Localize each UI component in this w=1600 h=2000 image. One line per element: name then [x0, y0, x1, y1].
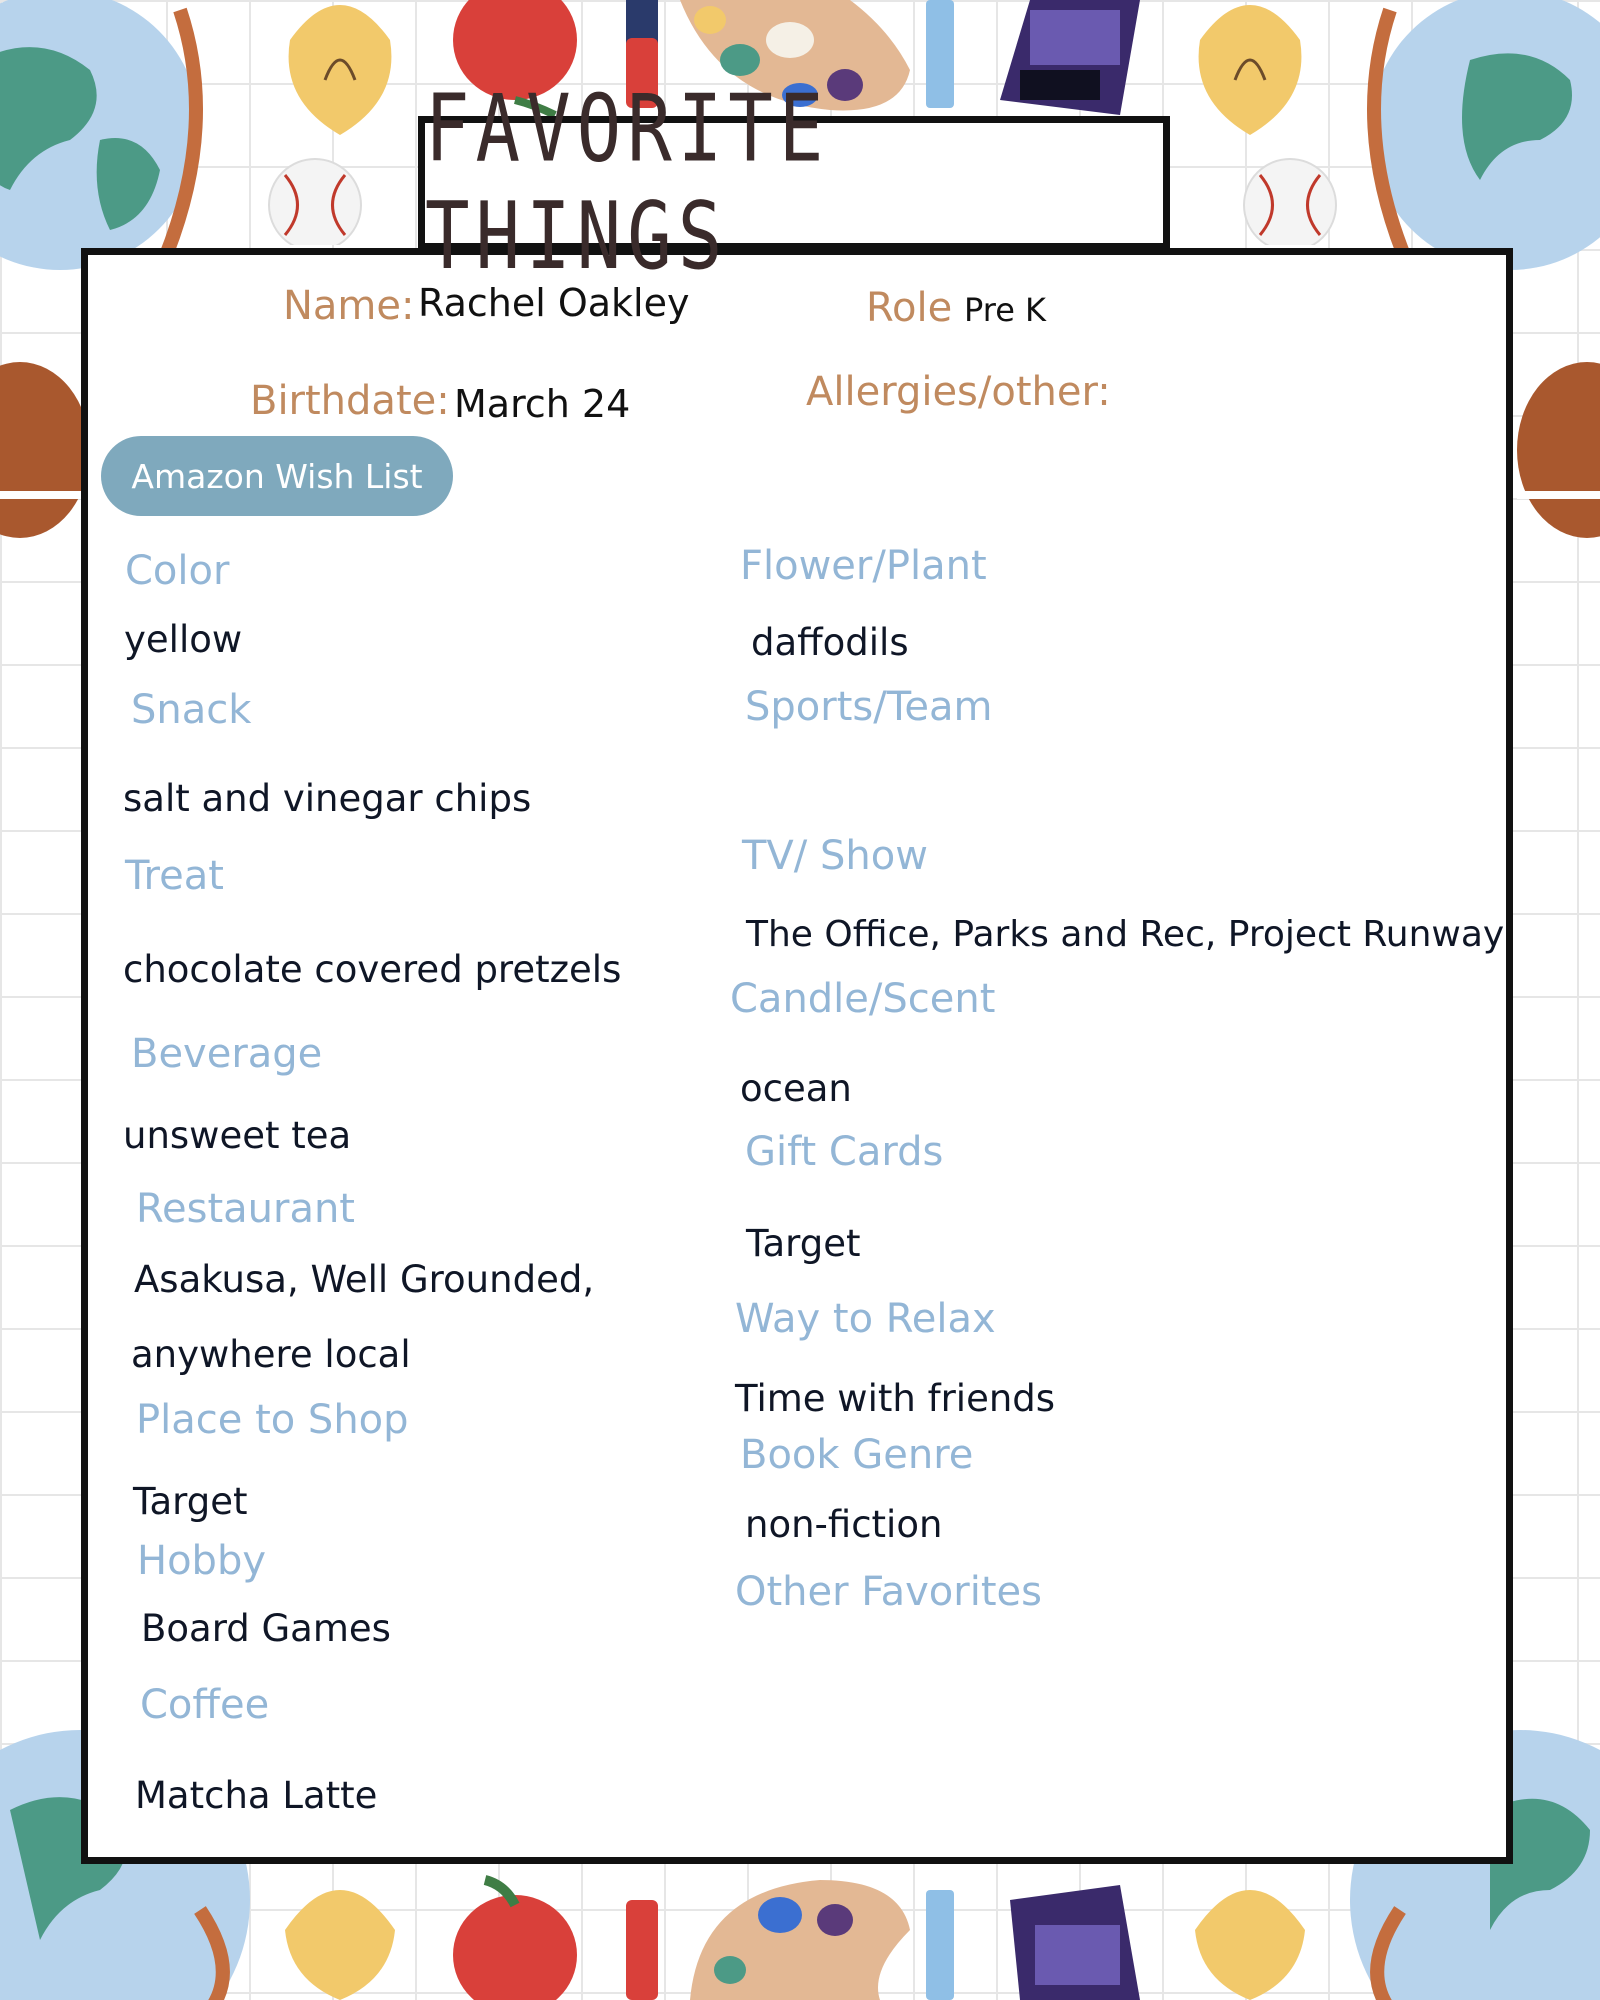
baseball-icon	[1240, 155, 1340, 245]
place-to-shop-label: Place to Shop	[136, 1397, 409, 1443]
book-genre-label: Book Genre	[740, 1432, 974, 1478]
beverage-label: Beverage	[131, 1031, 323, 1077]
treat-value: chocolate covered pretzels	[123, 948, 622, 991]
baseball-icon	[265, 155, 365, 245]
lightbulb-icon	[1185, 1870, 1315, 2000]
other-favorites-label: Other Favorites	[735, 1569, 1042, 1615]
candle-scent-label: Candle/Scent	[730, 976, 996, 1022]
pencil-icon	[922, 1890, 958, 2000]
lightbulb-icon	[275, 0, 405, 140]
allergies-label: Allergies/other:	[806, 369, 1111, 415]
flower-plant-label: Flower/Plant	[740, 543, 987, 589]
coffee-label: Coffee	[140, 1682, 270, 1728]
restaurant-value-line2: anywhere local	[131, 1333, 411, 1376]
apple-icon	[445, 1870, 585, 2000]
role-value: Pre K	[964, 291, 1047, 329]
birthdate-value: March 24	[454, 382, 631, 426]
page-title-box	[418, 75, 1170, 291]
restaurant-value-line1: Asakusa, Well Grounded,	[134, 1258, 595, 1301]
birthdate-label: Birthdate:	[250, 378, 450, 424]
lightbulb-icon	[1185, 0, 1315, 140]
name-label: Name:	[283, 283, 415, 329]
amazon-wish-list-button[interactable]: Amazon Wish List	[101, 436, 453, 516]
tv-show-label: TV/ Show	[742, 833, 928, 879]
coffee-value: Matcha Latte	[135, 1774, 378, 1817]
snack-value: salt and vinegar chips	[123, 777, 532, 820]
football-icon	[1512, 360, 1600, 540]
gift-cards-value: Target	[746, 1222, 861, 1265]
paint-palette-icon	[670, 1870, 920, 2000]
hobby-label: Hobby	[137, 1538, 267, 1584]
restaurant-label: Restaurant	[136, 1186, 355, 1232]
lightbulb-icon	[275, 1870, 405, 2000]
gift-cards-label: Gift Cards	[745, 1129, 944, 1175]
role-label: Role	[866, 285, 953, 331]
book-genre-value: non-fiction	[745, 1503, 943, 1546]
candle-scent-value: ocean	[740, 1067, 852, 1110]
pencil-icon	[622, 1890, 662, 2000]
beverage-value: unsweet tea	[123, 1114, 352, 1157]
tv-show-value: The Office, Parks and Rec, Project Runway	[746, 914, 1505, 955]
name-value: Rachel Oakley	[418, 281, 690, 325]
page-title: FAVORITE THINGS	[425, 75, 830, 291]
way-to-relax-value: Time with friends	[735, 1377, 1056, 1420]
color-value: yellow	[124, 618, 243, 661]
flower-plant-value: daffodils	[751, 621, 909, 664]
football-icon	[0, 360, 90, 540]
place-to-shop-value: Target	[133, 1480, 248, 1523]
treat-label: Treat	[125, 853, 224, 899]
sports-team-label: Sports/Team	[745, 684, 993, 730]
snack-label: Snack	[131, 687, 252, 733]
calculator-icon	[1000, 1885, 1140, 2000]
way-to-relax-label: Way to Relax	[735, 1296, 996, 1342]
hobby-value: Board Games	[141, 1607, 391, 1650]
color-label: Color	[125, 548, 230, 594]
